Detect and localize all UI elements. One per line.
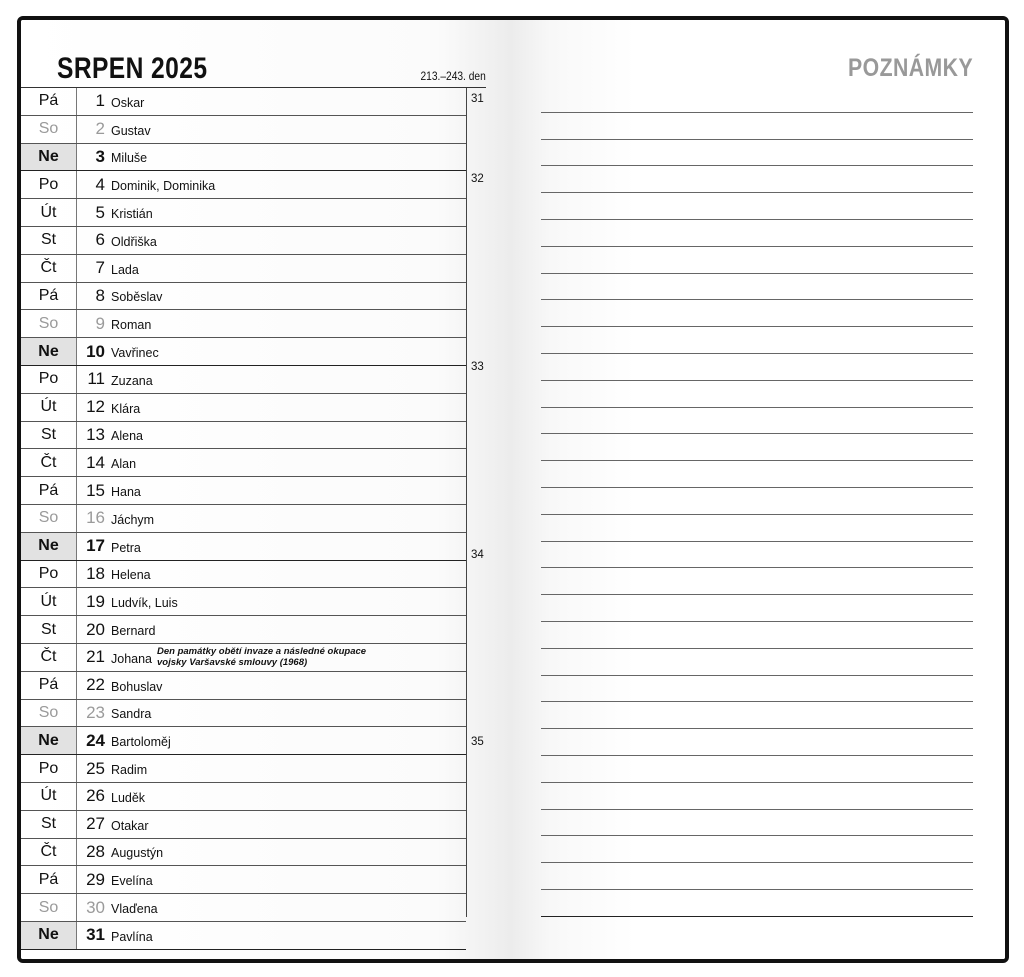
day-of-week: Pá bbox=[21, 283, 77, 310]
day-number: 25 bbox=[86, 758, 105, 778]
day-number: 19 bbox=[86, 591, 105, 611]
day-number: 7 bbox=[95, 258, 105, 278]
day-of-week: Čt bbox=[21, 644, 77, 671]
note-line[interactable] bbox=[541, 702, 973, 729]
name-day: Roman bbox=[111, 318, 152, 333]
name-day: Evelína bbox=[111, 874, 153, 889]
name-day: Zuzana bbox=[111, 373, 153, 388]
note-line[interactable] bbox=[541, 274, 973, 301]
note-line[interactable] bbox=[541, 488, 973, 515]
note-line[interactable] bbox=[541, 220, 973, 247]
day-of-week: St bbox=[21, 422, 77, 449]
day-row bbox=[21, 394, 466, 422]
day-range: 213.–243. den bbox=[420, 69, 486, 83]
day-row bbox=[21, 505, 466, 533]
name-day: Bohuslav bbox=[111, 679, 163, 694]
day-number: 14 bbox=[86, 452, 105, 472]
note-line[interactable] bbox=[541, 542, 973, 569]
day-number: 3 bbox=[95, 146, 105, 166]
day-of-week: Út bbox=[21, 783, 77, 810]
day-of-week: Po bbox=[21, 561, 77, 588]
day-number: 17 bbox=[86, 536, 105, 556]
day-row bbox=[21, 894, 466, 922]
name-day: Hana bbox=[111, 485, 141, 500]
day-row bbox=[21, 227, 466, 255]
name-day: Alena bbox=[111, 429, 143, 444]
day-row bbox=[21, 255, 466, 283]
day-of-week: Ne bbox=[21, 338, 77, 365]
note-line[interactable] bbox=[541, 247, 973, 274]
day-number: 5 bbox=[95, 202, 105, 222]
note-line[interactable] bbox=[541, 434, 973, 461]
note-line[interactable] bbox=[541, 408, 973, 435]
day-row bbox=[21, 811, 466, 839]
day-row bbox=[21, 755, 466, 783]
week-number: 34 bbox=[471, 548, 484, 561]
note-line[interactable] bbox=[541, 515, 973, 542]
notes-page bbox=[511, 20, 1005, 959]
week-number: 32 bbox=[471, 173, 484, 186]
name-day: Bernard bbox=[111, 624, 156, 639]
day-of-week: Čt bbox=[21, 449, 77, 476]
notes-title: POZNÁMKY bbox=[847, 54, 973, 82]
day-number: 15 bbox=[86, 480, 105, 500]
note-line[interactable] bbox=[541, 622, 973, 649]
day-number: 30 bbox=[86, 897, 105, 917]
name-day: Klára bbox=[111, 401, 141, 416]
name-day: Otakar bbox=[111, 818, 149, 833]
day-row bbox=[21, 422, 466, 450]
note-line[interactable] bbox=[541, 193, 973, 220]
name-day: Vlaďena bbox=[111, 902, 158, 916]
note-line[interactable] bbox=[541, 890, 973, 917]
day-row bbox=[21, 783, 466, 811]
note-line[interactable] bbox=[541, 86, 973, 113]
day-number: 9 bbox=[95, 313, 105, 333]
day-number: 11 bbox=[87, 369, 105, 389]
day-row bbox=[21, 866, 466, 894]
day-number: 18 bbox=[86, 563, 105, 583]
day-number: 23 bbox=[86, 702, 105, 722]
day-row bbox=[21, 449, 466, 477]
day-of-week: Ne bbox=[21, 922, 77, 949]
day-row bbox=[21, 672, 466, 700]
day-row bbox=[21, 533, 466, 561]
name-day: Sandra bbox=[111, 707, 152, 722]
note-line[interactable] bbox=[541, 836, 973, 863]
day-row bbox=[21, 588, 466, 616]
day-number: 27 bbox=[86, 814, 105, 834]
day-row bbox=[21, 616, 466, 644]
day-row bbox=[21, 644, 466, 672]
day-row bbox=[21, 116, 466, 144]
note-line[interactable] bbox=[541, 863, 973, 890]
day-row bbox=[21, 88, 466, 116]
month-title: SRPEN 2025 bbox=[57, 52, 208, 85]
week-number: 35 bbox=[471, 736, 484, 749]
day-number: 20 bbox=[86, 619, 105, 639]
note-line[interactable] bbox=[541, 729, 973, 756]
note-line[interactable] bbox=[541, 568, 973, 595]
name-day: Vavřinec bbox=[111, 346, 159, 361]
day-number: 29 bbox=[86, 869, 105, 889]
day-row bbox=[21, 310, 466, 338]
day-of-week: St bbox=[21, 616, 77, 643]
day-number: 12 bbox=[86, 397, 105, 417]
planner-spread bbox=[17, 16, 1009, 963]
name-day: Dominik, Dominika bbox=[111, 179, 216, 194]
day-number: 31 bbox=[86, 925, 105, 945]
day-number: 4 bbox=[95, 174, 105, 194]
day-number: 26 bbox=[86, 786, 105, 806]
note-line[interactable] bbox=[541, 756, 973, 783]
name-day: Alan bbox=[111, 457, 137, 472]
name-day: Bartoloměj bbox=[111, 735, 171, 750]
day-row bbox=[21, 366, 466, 394]
notes-lines bbox=[541, 86, 973, 917]
note-line[interactable] bbox=[541, 810, 973, 837]
name-day: Gustav bbox=[111, 123, 151, 138]
note-line[interactable] bbox=[541, 649, 973, 676]
day-of-week: Út bbox=[21, 199, 77, 226]
day-number: 1 bbox=[95, 91, 105, 111]
day-of-week: Čt bbox=[21, 839, 77, 866]
name-day: Kristián bbox=[111, 207, 153, 222]
day-of-week: Po bbox=[21, 755, 77, 782]
note-line[interactable] bbox=[541, 461, 973, 488]
day-of-week: So bbox=[21, 310, 77, 337]
week-number: 33 bbox=[471, 361, 484, 373]
note-line[interactable] bbox=[541, 300, 973, 327]
note-line[interactable] bbox=[541, 140, 973, 167]
note-line[interactable] bbox=[541, 595, 973, 622]
week-number: 31 bbox=[471, 93, 484, 105]
day-of-week: Út bbox=[21, 588, 77, 615]
day-of-week: Po bbox=[21, 366, 77, 393]
name-day: Miluše bbox=[111, 151, 148, 166]
day-of-week: Ne bbox=[21, 533, 77, 560]
day-of-week: Pá bbox=[21, 88, 77, 115]
day-of-week: Pá bbox=[21, 477, 77, 504]
name-day: Pavlína bbox=[111, 929, 153, 944]
day-number: 8 bbox=[95, 285, 105, 305]
note-line[interactable] bbox=[541, 113, 973, 140]
day-number: 10 bbox=[86, 341, 105, 361]
day-of-week: Po bbox=[21, 171, 77, 198]
day-number: 28 bbox=[86, 841, 105, 861]
day-number: 6 bbox=[95, 230, 105, 250]
day-row bbox=[21, 700, 466, 728]
day-of-week: Pá bbox=[21, 672, 77, 699]
note-line[interactable] bbox=[541, 381, 973, 408]
day-number: 21 bbox=[86, 647, 105, 667]
day-of-week: Ne bbox=[21, 727, 77, 754]
note-line[interactable] bbox=[541, 783, 973, 810]
day-row bbox=[21, 283, 466, 311]
name-day: Ludvík, Luis bbox=[111, 596, 178, 611]
day-of-week: Čt bbox=[21, 255, 77, 282]
day-of-week: Út bbox=[21, 394, 77, 421]
day-number: 2 bbox=[95, 119, 105, 139]
name-day: Jáchym bbox=[111, 512, 155, 527]
name-day: Oskar bbox=[111, 95, 145, 110]
day-number: 22 bbox=[86, 675, 105, 695]
day-of-week: So bbox=[21, 894, 77, 921]
day-row bbox=[21, 144, 466, 172]
holiday-note: Den památky obětí invaze a následné okupace vojsky Varšavské smlouvy (1968) bbox=[157, 645, 367, 668]
day-rows bbox=[21, 88, 466, 950]
name-day: Soběslav bbox=[111, 290, 163, 305]
name-day: Johana bbox=[111, 651, 153, 666]
name-day: Helena bbox=[111, 568, 151, 583]
name-day: Luděk bbox=[111, 790, 146, 805]
name-day: Augustýn bbox=[111, 846, 164, 861]
name-day: Lada bbox=[111, 262, 139, 277]
name-day: Radim bbox=[111, 763, 148, 778]
day-row bbox=[21, 561, 466, 589]
day-row bbox=[21, 338, 466, 366]
name-day: Petra bbox=[111, 540, 141, 555]
day-row bbox=[21, 477, 466, 505]
day-row bbox=[21, 171, 466, 199]
day-number: 16 bbox=[86, 508, 105, 528]
name-day: Oldřiška bbox=[111, 234, 157, 249]
calendar-page bbox=[21, 20, 511, 959]
day-of-week: St bbox=[21, 811, 77, 838]
note-line[interactable] bbox=[541, 354, 973, 381]
day-number: 24 bbox=[86, 730, 105, 750]
note-line[interactable] bbox=[541, 327, 973, 354]
day-row bbox=[21, 922, 466, 950]
day-row bbox=[21, 727, 466, 755]
note-line[interactable] bbox=[541, 676, 973, 703]
day-of-week: Ne bbox=[21, 144, 77, 171]
day-of-week: So bbox=[21, 505, 77, 532]
day-of-week: Pá bbox=[21, 866, 77, 893]
day-row bbox=[21, 199, 466, 227]
day-of-week: St bbox=[21, 227, 77, 254]
day-of-week: So bbox=[21, 116, 77, 143]
week-column-divider bbox=[466, 88, 467, 917]
day-number: 13 bbox=[86, 424, 105, 444]
note-line[interactable] bbox=[541, 166, 973, 193]
day-of-week: So bbox=[21, 700, 77, 727]
day-row bbox=[21, 839, 466, 867]
